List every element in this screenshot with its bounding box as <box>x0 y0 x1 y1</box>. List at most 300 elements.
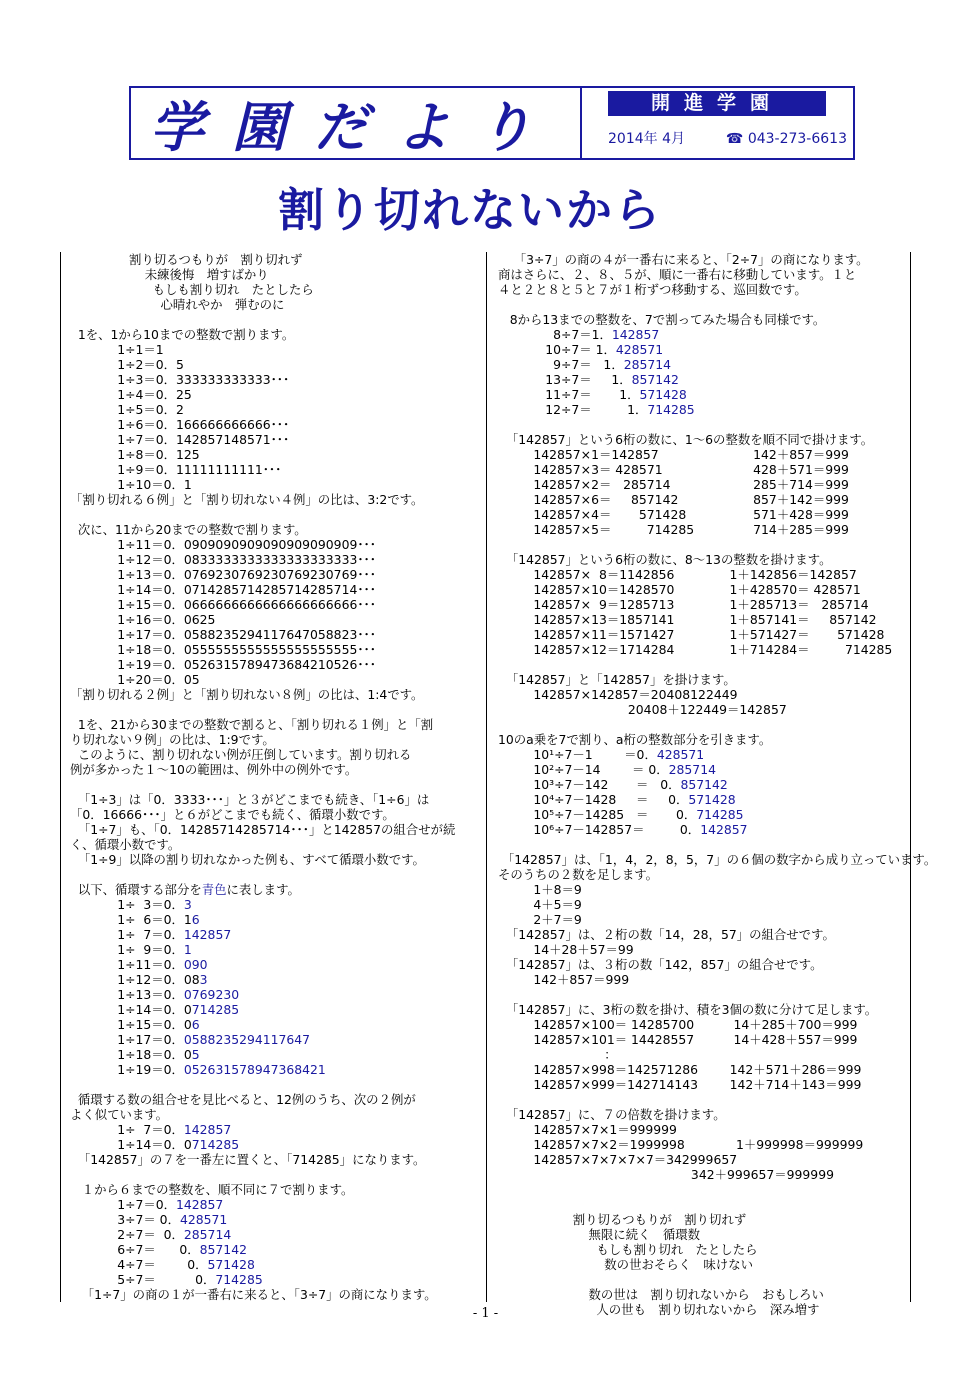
column-rule-left <box>60 252 61 1302</box>
text-line <box>494 1122 908 1137</box>
text-line <box>66 1092 482 1107</box>
line-text: 1÷13＝0． <box>66 987 184 1002</box>
line-text: 142857× 8＝1142856 1＋142856＝142857 <box>494 567 857 582</box>
text-line <box>66 837 482 852</box>
line-text: 「3÷7」の商の４が一番右に来ると、「2÷7」の商になります。 <box>494 252 869 267</box>
text-line <box>494 507 908 522</box>
text-line <box>66 432 482 447</box>
school-name: 開進学園 <box>608 91 826 116</box>
line-text: 1÷3＝0．333333333333･･･ <box>66 372 290 387</box>
text-line <box>66 462 482 477</box>
repeating-digits: 714285 <box>191 1002 240 1017</box>
text-line <box>494 747 908 762</box>
repeating-digits: 571428 <box>639 387 687 402</box>
line-text: 142857×3＝ 428571 428＋571＝999 <box>494 462 849 477</box>
repeating-digits: 857142 <box>631 372 679 387</box>
text-line <box>494 1287 908 1302</box>
line-text: 心晴れやか 弾むのに <box>66 297 285 312</box>
text-line <box>494 1032 908 1047</box>
text-line <box>494 522 908 537</box>
line-text: 数の世は 割り切れないから おもしろい <box>494 1287 824 1302</box>
masthead-title: 学園だより <box>150 95 560 159</box>
line-text: 10⁵÷7－14285 ＝ 0． <box>494 807 697 822</box>
text-line <box>66 1227 482 1242</box>
line-text: 142857×12＝1714284 1＋714284＝ 714285 <box>494 642 893 657</box>
repeating-digits: 428571 <box>656 747 705 762</box>
text-line <box>66 882 482 897</box>
text-line <box>66 1182 482 1197</box>
text-line <box>66 927 482 942</box>
text-line <box>66 252 482 267</box>
masthead-divider <box>580 86 582 160</box>
repeating-digits: 285714 <box>183 1227 232 1242</box>
text-line <box>66 552 482 567</box>
text-line <box>66 1077 482 1092</box>
text-line <box>494 792 908 807</box>
line-text: 人の世も 割り切れないから 深み増す <box>494 1302 820 1317</box>
text-line <box>66 702 482 717</box>
text-line <box>66 327 482 342</box>
text-line <box>494 357 908 372</box>
line-text: 「142857」は、２桁の数「14，28，57」の組合せです。 <box>494 927 835 942</box>
line-text: 1÷15＝0．0666666666666666666666･･･ <box>66 597 376 612</box>
repeating-digits: 285714 <box>668 762 716 777</box>
line-text: 1÷11＝0．0909090909090909090909･･･ <box>66 537 376 552</box>
text-line <box>66 567 482 582</box>
line-text: 1÷ 6＝0．1 <box>66 912 192 927</box>
line-text: 10⁶÷7－142857＝ 0． <box>494 822 701 837</box>
text-line <box>66 972 482 987</box>
line-text: 342＋999657＝999999 <box>494 1167 834 1182</box>
text-line <box>494 1227 908 1242</box>
text-line <box>494 1077 908 1092</box>
text-line <box>66 1167 482 1182</box>
text-line <box>494 777 908 792</box>
text-line <box>494 492 908 507</box>
text-line <box>66 297 482 312</box>
left-column <box>66 252 482 1302</box>
text-line <box>494 1107 908 1122</box>
repeating-digits: 142857 <box>183 1122 232 1137</box>
repeating-digits: 5 <box>191 1047 200 1062</box>
text-line <box>66 822 482 837</box>
line-text: 13÷7＝ 1． <box>494 372 632 387</box>
line-text: 1÷19＝0． <box>66 1062 184 1077</box>
line-text: 「142857」という6桁の数に、1～6の整数を順不同で掛けます。 <box>494 432 874 447</box>
text-line <box>494 717 908 732</box>
line-text: 1÷16＝0．0625 <box>66 612 216 627</box>
text-line <box>66 1032 482 1047</box>
text-line <box>494 1152 908 1167</box>
line-text: に表します。 <box>226 882 300 897</box>
line-text: 「1÷7」も、「0．14285714285714･･･」と142857の組合せが続 <box>66 822 456 837</box>
phone-number: 043-273-6613 <box>747 131 847 147</box>
line-text: く、循環小数です。 <box>66 837 181 852</box>
text-line <box>494 477 908 492</box>
line-text: このように、割り切れない例が圧倒しています。割り切れる <box>66 747 412 762</box>
line-text: もしも割り切れ たとしたら <box>66 282 314 297</box>
text-line <box>66 867 482 882</box>
line-text: 142857×1＝142857 142＋857＝999 <box>494 447 849 462</box>
line-text: 14＋28＋57＝99 <box>494 942 634 957</box>
text-line <box>66 582 482 597</box>
line-text: 142857×4＝ 571428 571＋428＝999 <box>494 507 849 522</box>
text-line <box>66 1107 482 1122</box>
line-text: 1÷17＝0． <box>66 1032 184 1047</box>
line-text: 「142857」に、3桁の数を掛け、積を3個の数に分けて足します。 <box>494 1002 878 1017</box>
text-line <box>66 1137 482 1152</box>
line-text: 1÷13＝0．0769230769230769230769･･･ <box>66 567 376 582</box>
text-line <box>66 1017 482 1032</box>
line-text: 6÷7＝ 0． <box>66 1242 200 1257</box>
text-line <box>66 1212 482 1227</box>
text-line <box>66 792 482 807</box>
repeating-digits: 0588235294117647 <box>183 1032 311 1047</box>
text-line <box>494 627 908 642</box>
text-line <box>494 1137 908 1152</box>
repeating-digits: 3 <box>183 897 192 912</box>
repeating-digits: 857142 <box>199 1242 247 1257</box>
text-line <box>66 672 482 687</box>
line-text: 1÷18＝0．0 <box>66 1047 192 1062</box>
line-text: 「142857」は、３桁の数「142，857」の組合せです。 <box>494 957 823 972</box>
line-text: 10÷7＝ 1． <box>494 342 616 357</box>
text-line <box>494 1002 908 1017</box>
repeating-digits: 285714 <box>623 357 672 372</box>
line-text: 4＋5＝9 <box>494 897 582 912</box>
line-text: 「1÷9」以降の割り切れなかった例も、すべて循環小数です。 <box>66 852 425 867</box>
line-text: 数の世おそらく 味けない <box>494 1257 753 1272</box>
text-line <box>494 1197 908 1212</box>
text-line <box>494 1182 908 1197</box>
text-line <box>66 447 482 462</box>
text-line <box>66 1122 482 1137</box>
text-line <box>66 762 482 777</box>
line-text: 1÷12＝0．08 <box>66 972 200 987</box>
text-line <box>494 987 908 1002</box>
line-text: 2÷7＝ 0． <box>66 1227 184 1242</box>
text-line <box>494 837 908 852</box>
text-line <box>494 762 908 777</box>
line-text: 142＋857＝999 <box>494 972 630 987</box>
text-line <box>494 1047 908 1062</box>
line-text: 1÷4＝0．25 <box>66 387 192 402</box>
line-text: 142857×7×7×7×7＝342999657 <box>494 1152 738 1167</box>
repeating-digits: 142857 <box>183 927 232 942</box>
text-line <box>66 507 482 522</box>
line-text: 1÷5＝0．2 <box>66 402 184 417</box>
repeating-digits: 428571 <box>615 342 664 357</box>
line-text: 1÷ 7＝0． <box>66 1122 184 1137</box>
repeating-digits: 571428 <box>688 792 736 807</box>
line-text: 「割り切れる２例」と「割り切れない８例」の比は、1:4です。 <box>66 687 424 702</box>
text-line <box>494 552 908 567</box>
line-text: 142857×2＝ 285714 285＋714＝999 <box>494 477 849 492</box>
line-text: 142857×7×1＝999999 <box>494 1122 677 1137</box>
line-text: 「142857」に、７の倍数を掛けます。 <box>494 1107 726 1122</box>
text-line <box>66 597 482 612</box>
repeating-digits: 142857 <box>611 327 660 342</box>
text-line <box>494 582 908 597</box>
text-line <box>494 882 908 897</box>
line-text: 1÷14＝0．0 <box>66 1137 192 1152</box>
text-line <box>66 687 482 702</box>
text-line <box>66 1047 482 1062</box>
text-line <box>66 627 482 642</box>
text-line <box>494 942 908 957</box>
line-text: 1＋8＝9 <box>494 882 582 897</box>
text-line <box>66 1197 482 1212</box>
line-text: 1÷14＝0．0714285714285714285714･･･ <box>66 582 376 597</box>
page-title: 割り切れないから <box>278 183 662 237</box>
text-line <box>66 1002 482 1017</box>
text-line <box>66 267 482 282</box>
repeating-digits: 714285 <box>647 402 695 417</box>
text-line <box>494 822 908 837</box>
repeating-digits: 090 <box>183 957 208 972</box>
repeating-digits: 0769230 <box>183 987 240 1002</box>
line-text: 「142857」という6桁の数に、8～13の整数を掛けます。 <box>494 552 832 567</box>
text-line <box>494 402 908 417</box>
text-line <box>494 702 908 717</box>
line-text: 1÷18＝0．0555555555555555555555･･･ <box>66 642 376 657</box>
text-line <box>494 297 908 312</box>
line-text: 2＋7＝9 <box>494 912 582 927</box>
text-line <box>66 732 482 747</box>
line-text: 12÷7＝ 1． <box>494 402 648 417</box>
repeating-digits: 6 <box>191 1017 200 1032</box>
text-line <box>494 462 908 477</box>
line-text: 「142857」の７を一番左に置くと、「714285」になります。 <box>66 1152 426 1167</box>
text-line <box>66 942 482 957</box>
line-text: 10²÷7－14 ＝ 0． <box>494 762 669 777</box>
text-line <box>494 912 908 927</box>
text-line <box>494 1092 908 1107</box>
line-text: 1÷11＝0． <box>66 957 184 972</box>
text-line <box>494 312 908 327</box>
line-text: 以下、循環する部分を <box>66 882 202 897</box>
text-line <box>494 447 908 462</box>
text-line <box>66 897 482 912</box>
line-text: 10⁴÷7－1428 ＝ 0． <box>494 792 689 807</box>
line-text: 未練後悔 増すばかり <box>66 267 269 282</box>
line-text: 142857×6＝ 857142 857＋142＝999 <box>494 492 849 507</box>
text-line <box>66 717 482 732</box>
text-line <box>494 537 908 552</box>
text-line <box>494 1212 908 1227</box>
line-text: 1÷20＝0．05 <box>66 672 200 687</box>
repeating-digits: 3 <box>199 972 208 987</box>
line-text: ： <box>494 1047 617 1062</box>
line-text: よく似ています。 <box>66 1107 169 1122</box>
text-line <box>66 1062 482 1077</box>
line-text: 142857×142857＝20408122449 <box>494 687 738 702</box>
text-line <box>66 282 482 297</box>
text-line <box>66 357 482 372</box>
text-line <box>66 417 482 432</box>
line-text: 10のa乗を7で割り、a桁の整数部分を引きます。 <box>494 732 772 747</box>
line-text: 20408＋122449＝142857 <box>494 702 787 717</box>
line-text: 「1÷3」は「0．3333･･･」と３がどこまでも続き、「1÷6」は <box>66 792 430 807</box>
text-line <box>494 1062 908 1077</box>
text-line <box>494 282 908 297</box>
line-text: 11÷7＝ 1． <box>494 387 640 402</box>
issue-date: 2014年 4月 <box>608 131 685 147</box>
line-text: 割り切るつもりが 割り切れず <box>494 1212 747 1227</box>
line-text: 10³÷7－142 ＝ 0． <box>494 777 681 792</box>
line-text: 142857×13＝1857141 1＋857141＝ 857142 <box>494 612 877 627</box>
text-line <box>494 267 908 282</box>
text-line <box>66 807 482 822</box>
text-line <box>494 642 908 657</box>
text-line <box>66 1272 482 1287</box>
line-text: 142857×11＝1571427 1＋571427＝ 571428 <box>494 627 885 642</box>
line-text: り切れない９例」の比は、1:9です。 <box>66 732 275 747</box>
telephone-icon: ☎ <box>725 131 744 147</box>
repeating-digits: 428571 <box>179 1212 228 1227</box>
line-text: 1÷14＝0．0 <box>66 1002 192 1017</box>
text-line <box>494 1167 908 1182</box>
line-text: 循環する数の組合せを見比べると、12例のうち、次の２例が <box>66 1092 416 1107</box>
text-line <box>494 972 908 987</box>
line-text: 「1÷7」の商の１が一番右に来ると、「3÷7」の商になります。 <box>66 1287 437 1302</box>
text-line <box>494 567 908 582</box>
line-text: １から６までの整数を、順不同に７で割ります。 <box>66 1182 354 1197</box>
text-line <box>494 597 908 612</box>
text-line <box>494 867 908 882</box>
line-text: 142857×5＝ 714285 714＋285＝999 <box>494 522 849 537</box>
line-text: 1÷10＝0．1 <box>66 477 192 492</box>
line-text: 無限に続く 循環数 <box>494 1227 701 1242</box>
text-line <box>494 612 908 627</box>
text-line <box>494 372 908 387</box>
line-text: ４と２と８と５と７が１桁ずつ移動する、巡回数です。 <box>494 282 807 297</box>
line-text: 1を、1から10までの整数で割ります。 <box>66 327 295 342</box>
line-text: 9÷7＝ 1． <box>494 357 624 372</box>
line-text: 「142857」と「142857」を掛けます。 <box>494 672 736 687</box>
text-line <box>494 387 908 402</box>
text-line <box>494 927 908 942</box>
repeating-digits: 1 <box>183 942 192 957</box>
line-text: 8÷7＝1． <box>494 327 612 342</box>
line-text: 3÷7＝ 0． <box>66 1212 180 1227</box>
text-line <box>494 807 908 822</box>
text-line <box>494 957 908 972</box>
text-line <box>494 417 908 432</box>
text-line <box>66 1257 482 1272</box>
repeating-digits: 714285 <box>696 807 744 822</box>
line-text: 1÷ 7＝0． <box>66 927 184 942</box>
text-line <box>494 852 937 867</box>
text-line <box>66 522 482 537</box>
line-text: 1÷8＝0．125 <box>66 447 200 462</box>
text-line <box>66 492 482 507</box>
text-line <box>66 612 482 627</box>
text-line <box>66 747 482 762</box>
repeating-digits: 142857 <box>176 1197 224 1212</box>
line-text: 1÷2＝0．5 <box>66 357 184 372</box>
text-line <box>494 657 908 672</box>
text-line <box>494 1272 908 1287</box>
line-text: 「0．16666･･･」と６がどこまでも続く、循環小数です。 <box>66 807 395 822</box>
column-rule-center <box>486 252 487 1302</box>
repeating-digits: 青色 <box>201 882 227 897</box>
line-text: 「割り切れる６例」と「割り切れない４例」の比は、3:2です。 <box>66 492 424 507</box>
text-line <box>494 732 908 747</box>
line-text: 1÷12＝0．0833333333333333333333･･･ <box>66 552 376 567</box>
line-text: 142857×10＝1428570 1＋428570＝ 428571 <box>494 582 861 597</box>
repeating-digits: 052631578947368421 <box>183 1062 326 1077</box>
text-line <box>494 342 908 357</box>
line-text: もしも割り切れ たとしたら <box>494 1242 758 1257</box>
line-text: 1÷15＝0．0 <box>66 1017 192 1032</box>
text-line <box>66 372 482 387</box>
repeating-digits: 6 <box>191 912 200 927</box>
line-text: 5÷7＝ 0． <box>66 1272 216 1287</box>
line-text: 1÷19＝0．0526315789473684210526･･･ <box>66 657 376 672</box>
line-text: 4÷7＝ 0． <box>66 1257 208 1272</box>
line-text: 1÷1＝1 <box>66 342 164 357</box>
text-line <box>66 657 482 672</box>
text-line <box>494 432 908 447</box>
line-text: 1÷17＝0．0588235294117647058823･･･ <box>66 627 376 642</box>
text-line <box>494 1017 908 1032</box>
text-line <box>494 327 908 342</box>
text-line <box>66 1287 482 1302</box>
text-line <box>494 1242 908 1257</box>
text-line <box>66 642 482 657</box>
line-text: 142857×7×2＝1999998 1＋999998＝999999 <box>494 1137 864 1152</box>
text-line <box>66 312 482 327</box>
text-line <box>494 897 908 912</box>
line-text: 商はさらに、２、８、５が、順に一番右に移動しています。１と <box>494 267 857 282</box>
text-line <box>66 477 482 492</box>
line-text: 1÷ 9＝0． <box>66 942 184 957</box>
repeating-digits: 571428 <box>207 1257 255 1272</box>
line-text: 1÷7＝0．142857148571･･･ <box>66 432 290 447</box>
line-text: 例が多かった１～10の範囲は、例外中の例外です。 <box>66 762 358 777</box>
text-line <box>66 912 482 927</box>
text-line <box>66 777 482 792</box>
line-text: 10¹÷7－1 ＝0． <box>494 747 657 762</box>
line-text: 142857× 9＝1285713 1＋285713＝ 285714 <box>494 597 869 612</box>
line-text: 1を、21から30までの整数で割ると、「割り切れる１例」と「割 <box>66 717 434 732</box>
repeating-digits: 142857 <box>700 822 748 837</box>
line-text: 割り切るつもりが 割り切れず <box>66 252 303 267</box>
text-line <box>66 987 482 1002</box>
line-text: 142857×999＝142714143 142＋714＋143＝999 <box>494 1077 862 1092</box>
text-line <box>66 402 482 417</box>
column-rule-right <box>910 252 911 1302</box>
line-text: 142857×100＝ 14285700 14＋285＋700＝999 <box>494 1017 858 1032</box>
line-text: 8から13までの整数を、7で割ってみた場合も同様です。 <box>494 312 826 327</box>
text-line <box>494 1257 908 1272</box>
page-number: - 1 - <box>472 1306 499 1321</box>
line-text: 1÷ 3＝0． <box>66 897 184 912</box>
text-line <box>66 957 482 972</box>
text-line <box>66 342 482 357</box>
text-line <box>66 387 482 402</box>
line-text: 1÷6＝0．166666666666･･･ <box>66 417 290 432</box>
line-text: 1÷9＝0．11111111111･･･ <box>66 462 282 477</box>
line-text: 142857×101＝ 14428557 14＋428＋557＝999 <box>494 1032 858 1047</box>
line-text: 次に、11から20までの整数で割ります。 <box>66 522 307 537</box>
line-text: そのうちの２数を足します。 <box>494 867 659 882</box>
line-text: 「142857」は、「1，4，2，8，5，7」の６個の数字から成り立っています。 <box>494 852 937 867</box>
text-line <box>494 687 908 702</box>
text-line <box>494 672 908 687</box>
text-line <box>494 252 908 267</box>
